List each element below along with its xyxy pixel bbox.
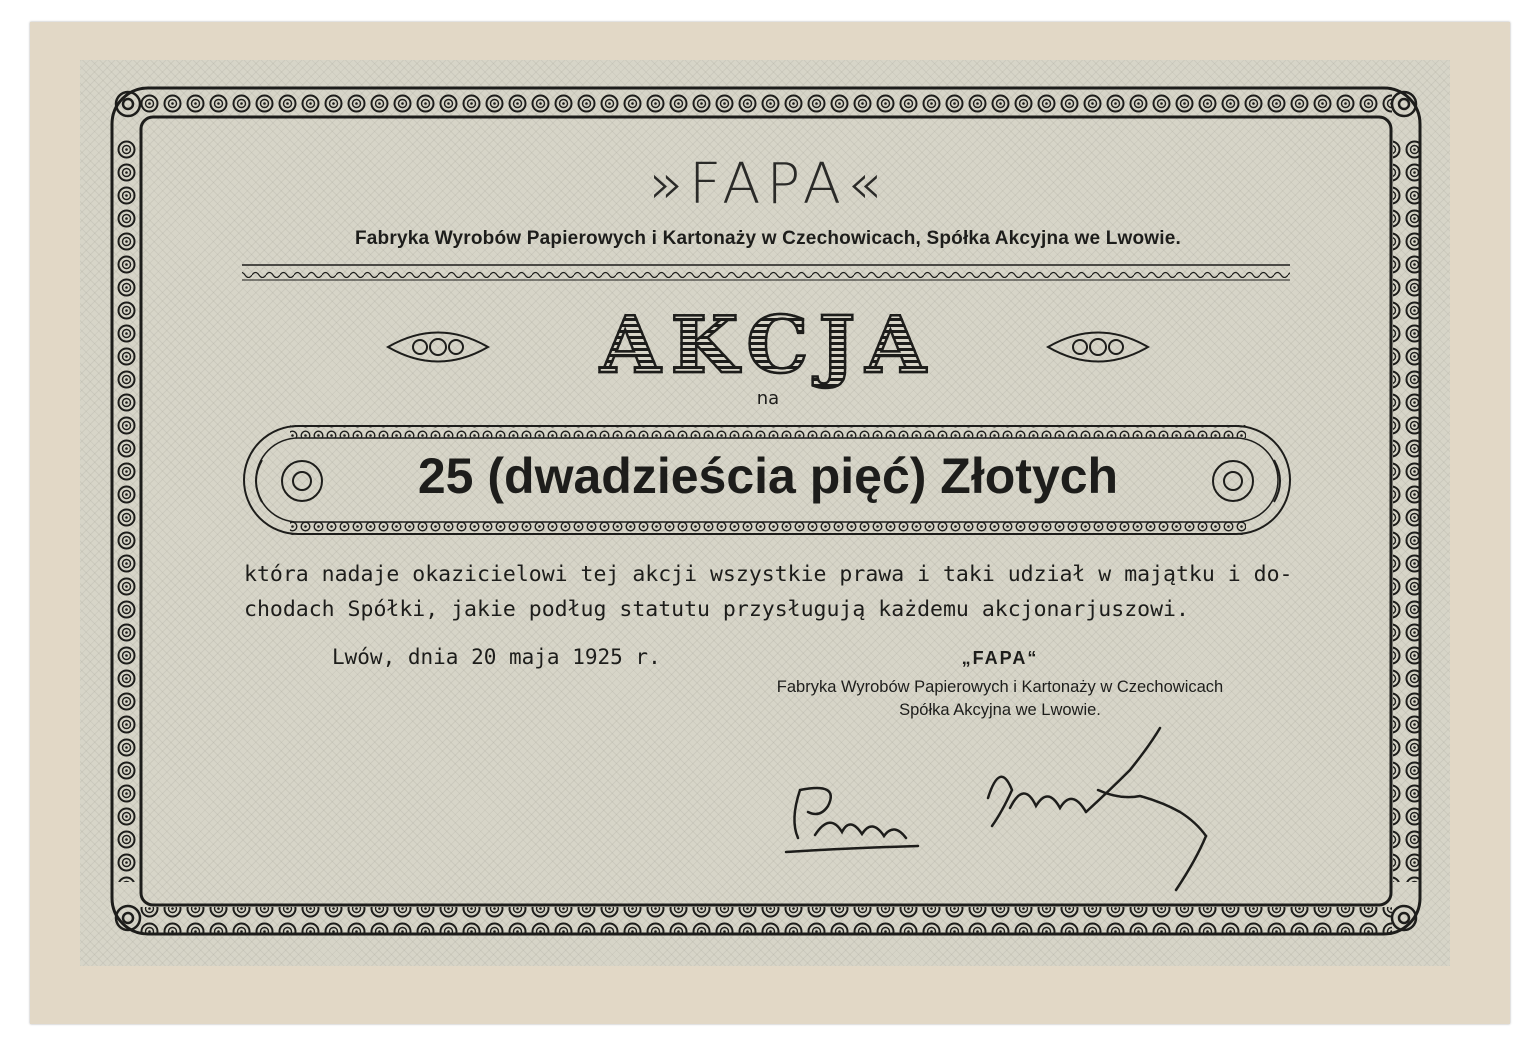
signatory-company-line-2: Spółka Akcyjna we Lwowie.: [899, 701, 1101, 719]
signature-right: [988, 728, 1206, 890]
body-text-line-1: która nadaje okazicielowi tej akcji wszystkie prawa i taki udział w majątku i do-: [244, 562, 1293, 587]
signatory-company-line-1: Fabryka Wyrobów Papierowych i Kartonaży w Czechowicach: [776, 678, 1224, 696]
signatory-brand: „FAPA“: [961, 648, 1039, 668]
share-amount: 25 (dwadzieścia pięć) Złotych: [417, 448, 1119, 504]
place-and-date: Lwów, dnia 20 maja 1925 r.: [332, 645, 661, 669]
company-full-name: Fabryka Wyrobów Papierowych i Kartonaży w Czechowicach, Spółka Akcyjna we Lwowie.: [354, 228, 1182, 249]
body-text-line-2: chodach Spółki, jakie podług statutu przysługują każdemu akcjonarjuszowi.: [244, 597, 1189, 622]
brand-title: »FAPA«: [648, 152, 888, 217]
document-title: AKCJA: [0, 300, 1536, 391]
signature-left: [786, 788, 918, 852]
preposition: na: [756, 388, 780, 409]
